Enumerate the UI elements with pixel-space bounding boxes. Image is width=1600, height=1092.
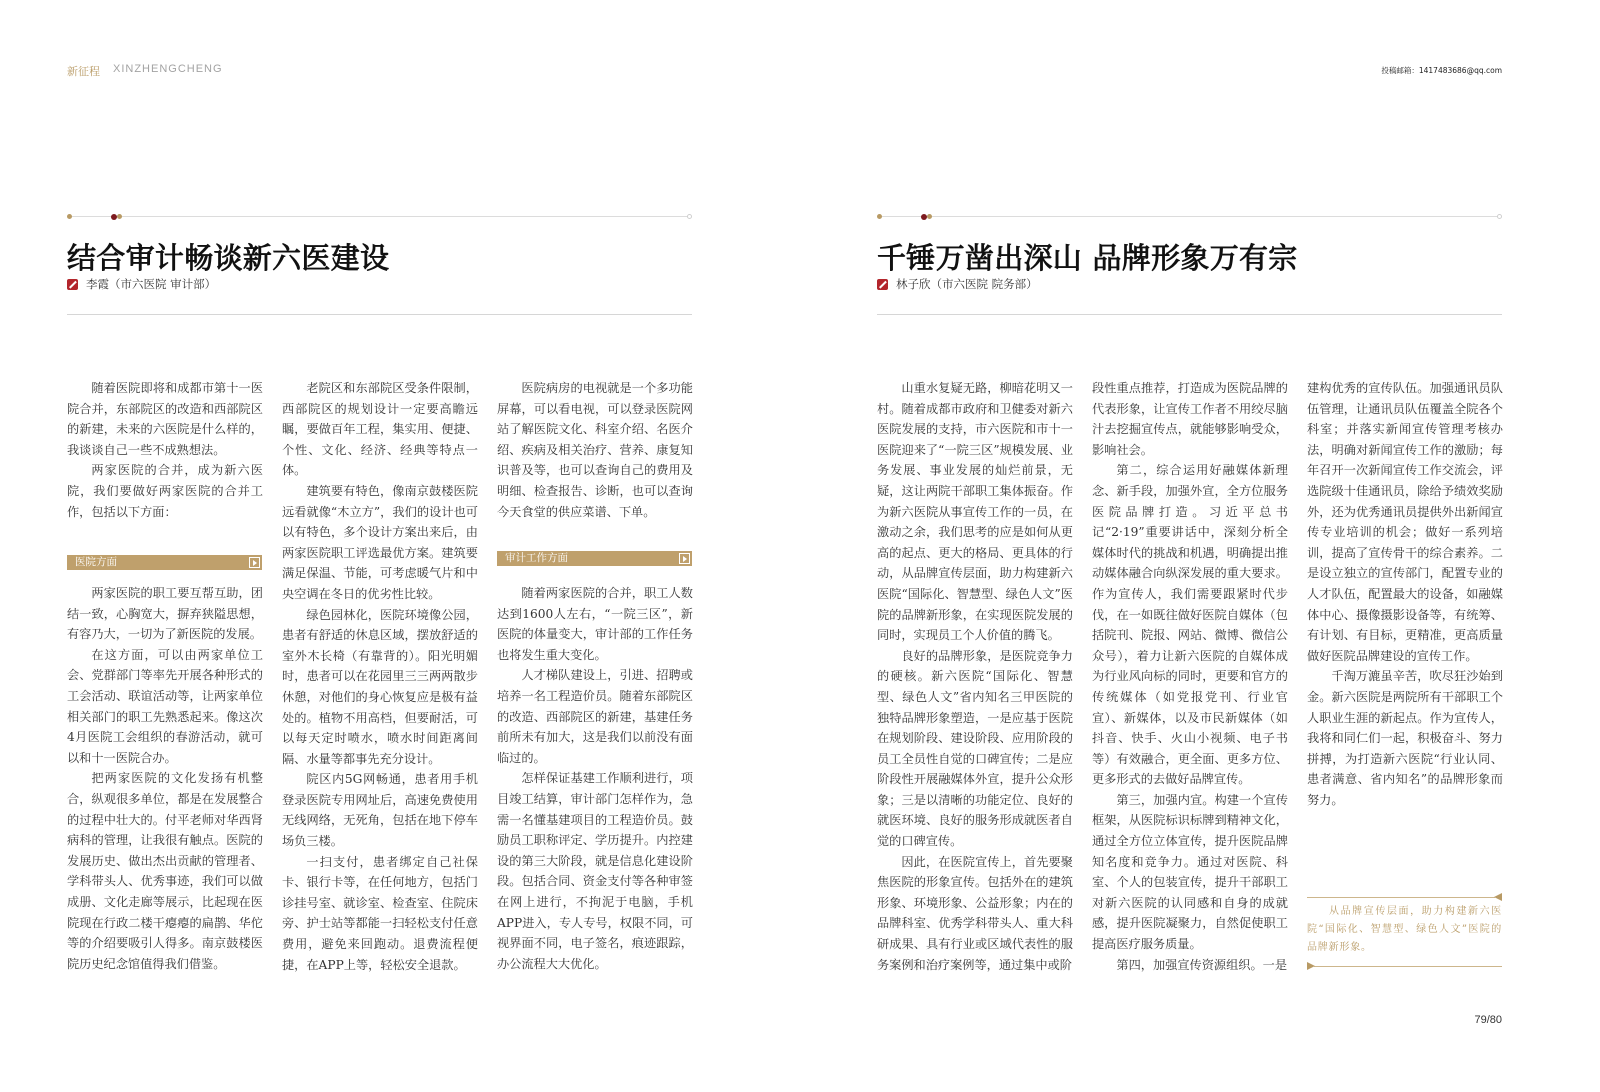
right-header-separator xyxy=(877,314,1502,315)
left-article-author xyxy=(67,276,216,292)
left-col3-bottom xyxy=(497,583,693,974)
right-title-rule xyxy=(877,212,1502,222)
paragraph: 建筑要有特色，像南京鼓楼医院远看就像“木立方”，我们的设计也可以有特色，多个设计方案出来后，由两家医院职工评选最优方案。建筑要满足保温、节能，可考虑暖气片和中央空调在冬日的优劣性比较。 xyxy=(282,483,478,601)
pull-quote-bottom-rule xyxy=(1314,966,1502,967)
section-name-cn: 新征程 xyxy=(67,65,100,78)
author-name: 李霞（市六医院 审计部） xyxy=(86,277,217,291)
arrow-right-icon xyxy=(679,553,690,564)
paragraph: 两家医院的职工要互帮互助，团结一致，心胸宽大，摒弃狭隘思想，有容乃大，一切为了新医院的发展。 xyxy=(67,586,263,642)
left-title-rule xyxy=(67,212,692,222)
pull-quote-top-rule xyxy=(1307,897,1495,898)
submission-email: 投稿邮箱：1417483686@qq.com xyxy=(1381,66,1502,75)
triangle-right-icon xyxy=(1307,962,1315,970)
author-name: 林子欣（市六医院 院务部） xyxy=(896,277,1038,291)
rule-end-circle-icon xyxy=(1497,214,1502,219)
rule-line xyxy=(881,216,1498,217)
left-col2 xyxy=(282,378,478,975)
left-header-separator xyxy=(67,314,692,315)
section-bar-label: 审计工作方面 xyxy=(505,552,568,564)
rule-marker-gold-icon xyxy=(117,214,122,219)
section-name-en: XINZHENGCHENG xyxy=(113,63,223,75)
paragraph: 良好的品牌形象，是医院竞争力的硬核。新六医院“国际化、智慧型、绿色人文”省内知名三甲医院的独特品牌形象塑造，一是应基于医院在规划阶段、建设阶段、应用阶段的员工全员性自觉的口碑宣传；二是应阶段性开展融媒体外宣，提升公众形象；三是以清晰的功能定位、良好的就医环境、良好的服务形成就医者自觉的口碑宣传。 xyxy=(877,648,1073,849)
paragraph: 两家医院的合并，成为新六医院，我们要做好两家医院的合并工作，包括以下方面： xyxy=(67,463,263,519)
paragraph: 在这方面，可以由两家单位工会、党群部门等率先开展各种形式的工会活动、联谊活动等，让两家单位相关部门的职工先熟悉起来。像这次4月医院工会组织的春游活动，就可以和十一医院合办。 xyxy=(67,647,263,765)
paragraph-continued: 建构优秀的宣传队伍。加强通讯员队伍管理，让通讯员队伍覆盖全院各个科室；并落实新闻宣传管理考核办法，明确对新闻宣传工作的激励；每年召开一次新闻宣传工作交流会，评选院级十佳通讯员，除给予绩效奖励外，还为优秀通讯员提供外出新闻宣传专业培训的机会；做好一系列培训，提高了宣传骨干的综合素养。二是设立独立的宣传部门，配置专业的人才队伍，配置最大的设备，如融媒体中心、摄像摄影设备等，有统筹、有计划、有目标，更精准，更高质量做好医院品牌建设的宣传工作。 xyxy=(1307,381,1503,663)
pull-quote-text: 从品牌宣传层面，助力构建新六医院“国际化、智慧型、绿色人文”医院的品牌新形象。 xyxy=(1307,906,1502,953)
rule-start-dot-icon xyxy=(877,214,882,219)
section-bar-label: 医院方面 xyxy=(75,556,117,568)
paragraph: 一扫支付，患者绑定自己社保卡、银行卡等，在任何地方，包括门诊挂号室、就诊室、检查室、住院床旁、护士站等都能一扫轻松支付任意费用，避免来回跑动。退费流程便捷，在APP上等，轻松安全退款。 xyxy=(282,854,478,972)
paragraph: 因此，在医院宣传上，首先要聚焦医院的形象宣传。包括外在的建筑形象、环境形象、公益形象；内在的品牌科室、优秀学科带头人、重大科研成果、具有行业或区域代表性的服务案例和治疗案例等，通过集中或阶 xyxy=(877,854,1073,972)
left-col3-top xyxy=(497,378,693,522)
rule-end-circle-icon xyxy=(687,214,692,219)
right-col1 xyxy=(877,378,1073,975)
triangle-left-icon xyxy=(1494,893,1502,901)
paragraph: 把两家医院的文化发扬有机整合，纵观很多单位，都是在发展整合的过程中壮大的。付平老师对华西肾病科的管理，让我很有触点。医院的发展历史、做出杰出贡献的管理者、学科带头人、优秀事迹，我们可以做成册、文化走廊等展示，比起现在医院现在行政二楼干瘪瘪的扁鹊、华佗等的介绍要吸引人得多。南京鼓楼医院历史纪念馆值得我们借鉴。 xyxy=(67,771,263,971)
rule-line xyxy=(71,216,688,217)
paragraph: 随着两家医院的合并，职工人数达到1600人左右，“一院三区”，新医院的体量变大，审计部的工作任务也将发生重大变化。 xyxy=(497,586,693,662)
right-col2 xyxy=(1092,378,1288,975)
paragraph: 怎样保证基建工作顺利进行，项目竣工结算，审计部门怎样作为，急需一名懂基建项目的工程造价员。鼓励员工职称评定、学历提升。内控建设的第三大阶段，就是信息化建设阶段。包括合同、资金支付等各种审签在网上进行，不拘泥于电脑，手机APP进入，专人专号，权限不同，可视界面不同，电子签名，痕迹跟踪，办公流程大大优化。 xyxy=(497,771,693,971)
paragraph: 绿色园林化，医院环境像公园，患者有舒适的休息区域，摆放舒适的室外木长椅（有靠背的）。阳光明媚时，患者可以在花园里三三两两散步休憩，对他们的身心恢复应是极有益处的。植物不用高档，但要耐活，可以每天定时喷水，喷水时间距离间隔、水量等都事先充分设计。 xyxy=(282,607,478,766)
paragraph: 第二，综合运用好融媒体新理念、新手段，加强外宣，全方位服务医院品牌打造。习近平总书记“2·19”重要讲话中，深刻分析全媒体时代的挑战和机遇，明确提出推动媒体融合向纵深发展的重大要求。作为宣传人，我们需要跟紧时代步伐，在一如既往做好医院自媒体（包括院刊、院报、网站、微博、微信公众号），着力让新六医院的自媒体成为行业风向标的同时，更要和官方的传统媒体（如党报党刊、行业官宣）、新媒体，以及市民新媒体（如抖音、快手、火山小视频、电子书等）有效融合，更全面、更多方位、更多形式的去做好品牌宣传。 xyxy=(1092,463,1288,787)
right-article-author xyxy=(877,276,1038,292)
paragraph: 院区内5G网畅通，患者用手机登录医院专用网址后，高速免费使用无线网络，无死角，包括在地下停车场负三楼。 xyxy=(282,772,478,849)
arrow-right-icon xyxy=(249,557,260,568)
page-number: 79/80 xyxy=(1474,1014,1502,1026)
left-article-title: 结合审计畅谈新六医建设 xyxy=(67,241,390,275)
section-bar-audit xyxy=(497,551,692,566)
left-col1-bottom xyxy=(67,583,263,974)
paragraph: 随着医院即将和成都市第十一医院合并，东部院区的改造和西部院区的新建，未来的六医院是什么样的，我谈谈自己一些不成熟想法。 xyxy=(67,381,263,457)
paragraph: 老院区和东部院区受条件限制，西部院区的规划设计一定要高瞻远瞩，要做百年工程，集实用、便捷、个性、文化、经济、经典等特点一体。 xyxy=(282,381,478,478)
paragraph: 医院病房的电视就是一个多功能屏幕，可以看电视，可以登录医院网站了解医院文化、科室介绍、名医介绍、疾病及相关治疗、营养、康复知识普及等，也可以查询自己的费用及明细、检查报告、诊断，也可以查询今天食堂的供应菜谱、下单。 xyxy=(497,381,693,519)
paragraph-continued: 段性重点推荐，打造成为医院品牌的代表形象，让宣传工作者不用绞尽脑汁去挖掘宣传点，就能够影响受众，影响社会。 xyxy=(1092,381,1288,457)
paragraph: 人才梯队建设上，引进、招聘或培养一名工程造价员。随着东部院区的改造、西部院区的新建，基建任务前所未有加大，这是我们以前没有面临过的。 xyxy=(497,668,693,765)
right-col3 xyxy=(1307,378,1503,810)
paragraph: 千淘万漉虽辛苦，吹尽狂沙始到金。新六医院是两院所有干部职工个人职业生涯的新起点。作为宣传人，我将和同仁们一起，积极奋斗、努力拼搏，为打造新六医院“行业认同、患者满意、省内知名”的品牌形象而努力。 xyxy=(1307,669,1503,807)
pen-icon xyxy=(877,279,888,290)
left-col1-top xyxy=(67,378,263,522)
right-article-title: 千锤万凿出深山 品牌形象万有宗 xyxy=(877,241,1298,275)
pull-quote xyxy=(1307,903,1502,957)
paragraph: 第四，加强宣传资源组织。一是 xyxy=(1116,957,1288,972)
paragraph: 山重水复疑无路，柳暗花明又一村。随着成都市政府和卫健委对新六医院发展的支持，市六医院和市十一医院迎来了“一院三区”规模发展、业务发展、事业发展的灿烂前景，无疑，这让两院干部职工集体振奋。作为新六医院从事宣传工作的一员，在激动之余，我们思考的应是如何从更高的起点、更大的格局、更具体的行动，从品牌宣传层面，助力构建新六医院“国际化、智慧型、绿色人文”医院的品牌新形象，在实现医院发展的同时，实现员工个人价值的腾飞。 xyxy=(877,381,1073,643)
paragraph: 第三，加强内宣。构建一个宣传框架，从医院标识标牌到精神文化，通过全方位立体宣传，提升医院品牌知名度和竞争力。通过对医院、科室、个人的包装宣传，提升干部职工对新六医院的认同感和自身的成就感，提升医院凝聚力，自然促使职工提高医疗服务质量。 xyxy=(1092,792,1288,952)
pen-icon xyxy=(67,279,78,290)
section-bar-hospital xyxy=(67,555,262,570)
rule-marker-gold-icon xyxy=(927,214,932,219)
rule-start-dot-icon xyxy=(67,214,72,219)
